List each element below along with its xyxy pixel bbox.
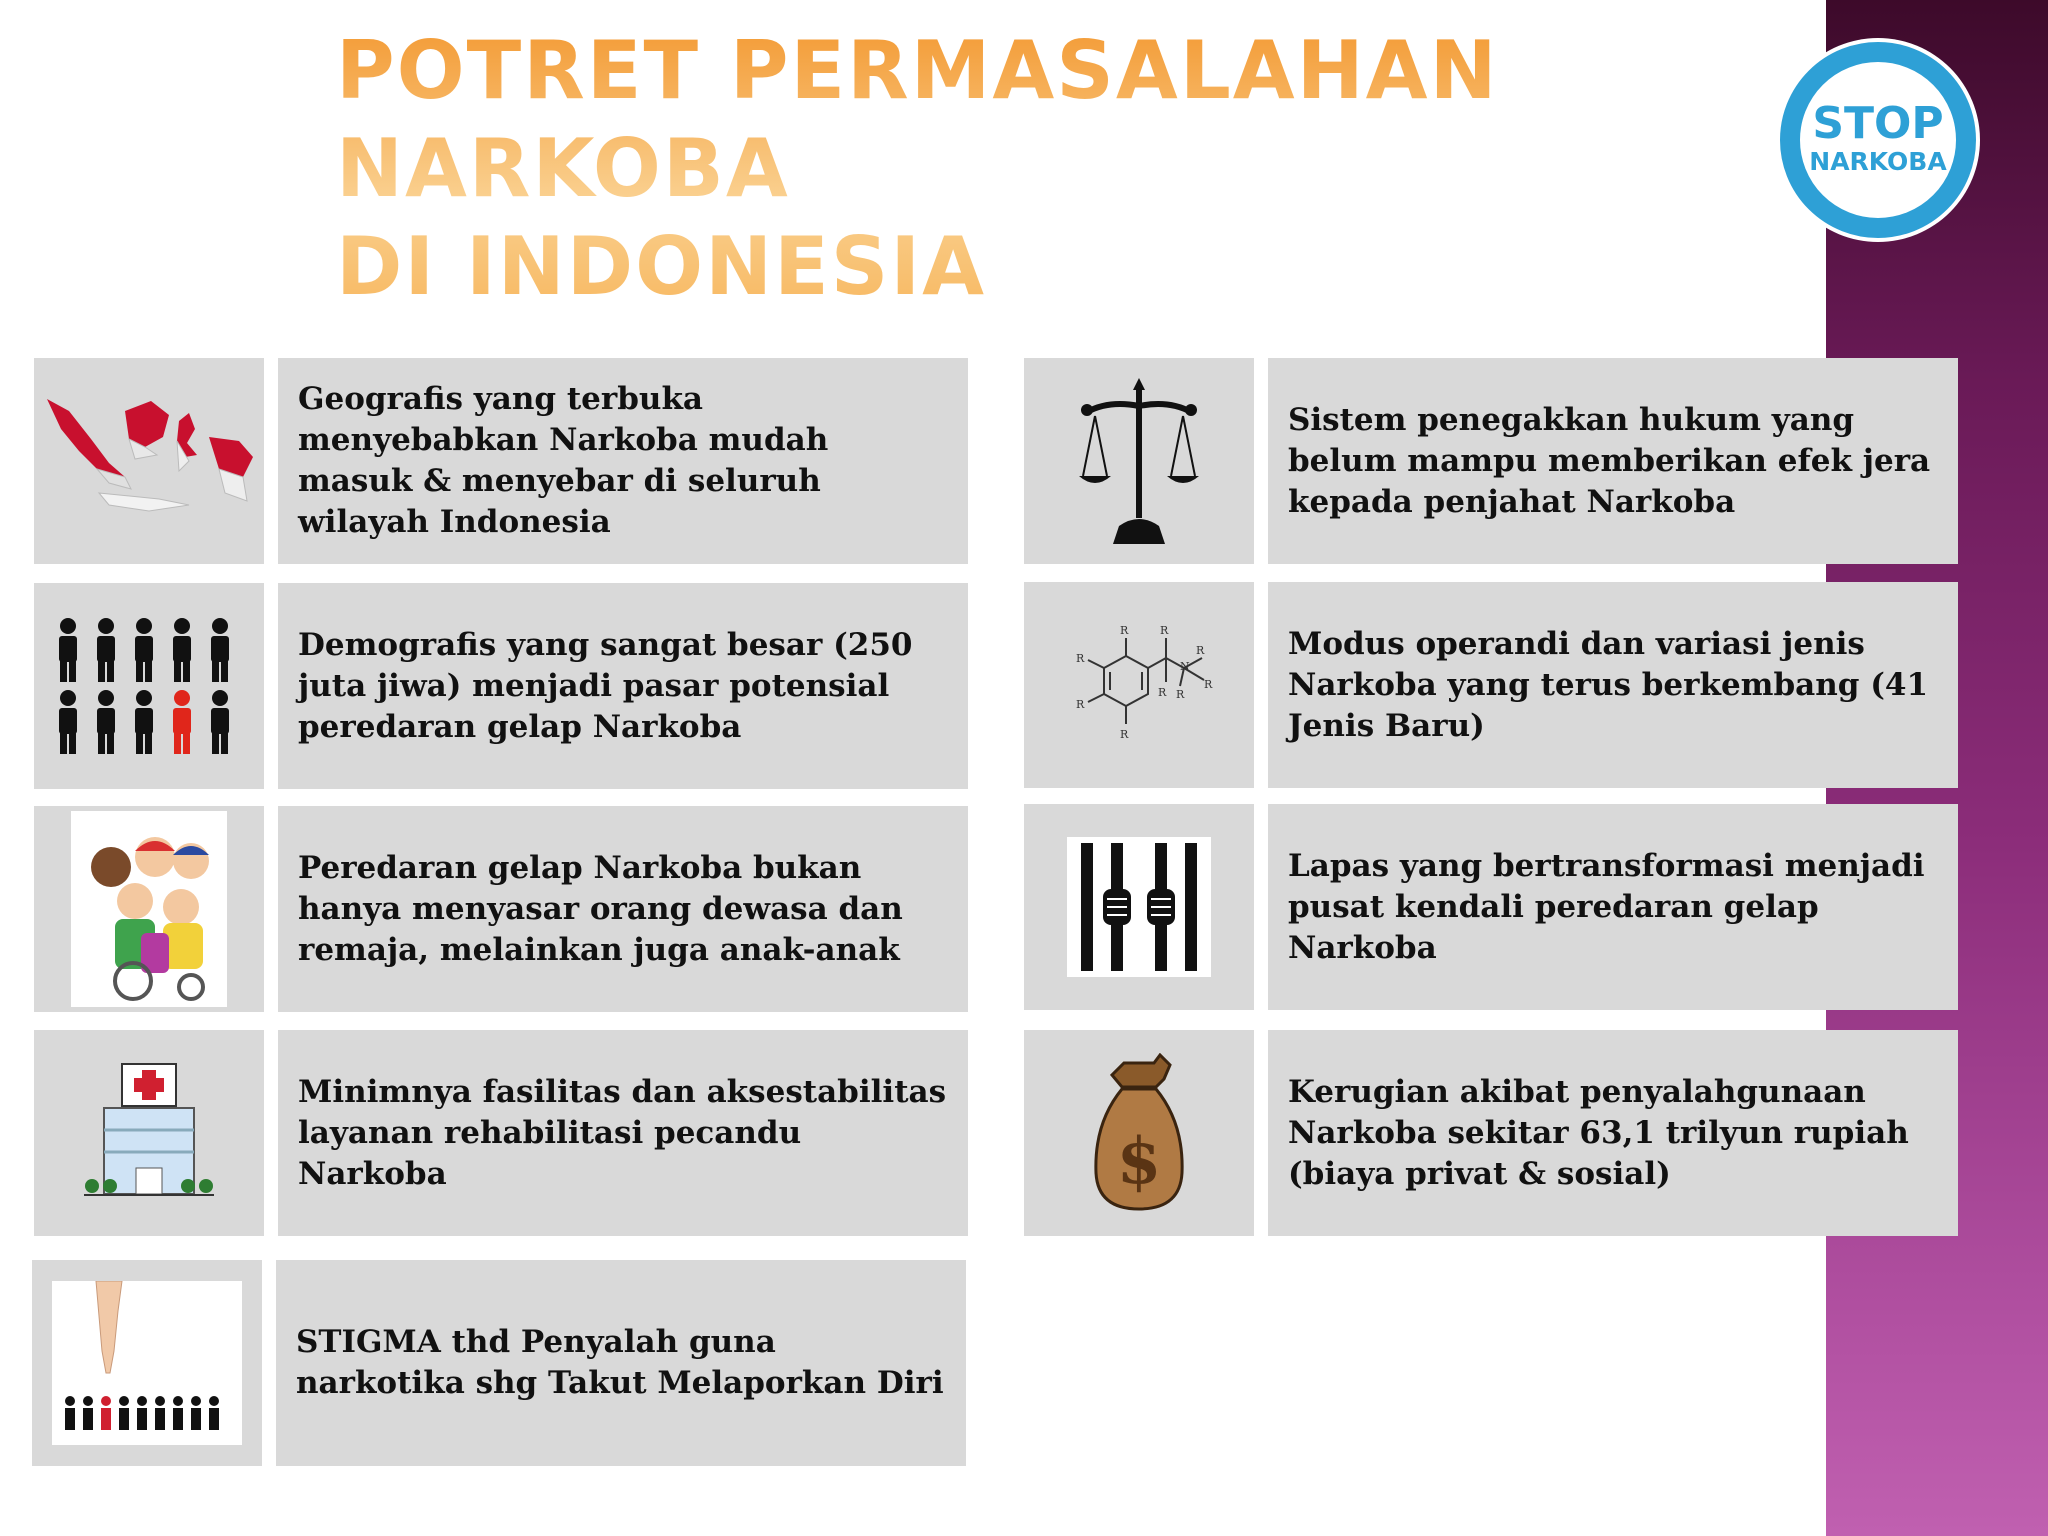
svg-text:R: R: [1158, 686, 1167, 699]
logo-narkoba-text: NARKOBA: [1809, 147, 1947, 176]
title-line-1: POTRET PERMASALAHAN: [336, 24, 1499, 117]
svg-text:R: R: [1120, 624, 1129, 637]
svg-text:N: N: [1180, 660, 1190, 673]
item-penegakan-hukum: [1024, 358, 1958, 564]
item-modus-operandi: [1024, 582, 1958, 788]
children-icon: [71, 811, 227, 1007]
population-icon: [54, 616, 244, 756]
svg-text:R: R: [1160, 624, 1169, 637]
title-line-2: NARKOBA: [336, 122, 790, 215]
page-title: [336, 22, 1536, 316]
item-text: STIGMA thd Penyalah guna narkotika shg Takut Melaporkan Diri: [296, 1324, 944, 1401]
scales-of-justice-icon: [1079, 376, 1199, 546]
svg-text:R: R: [1196, 644, 1205, 657]
svg-text:R: R: [1076, 698, 1085, 711]
svg-text:R: R: [1076, 652, 1085, 665]
svg-text:R: R: [1176, 688, 1185, 701]
item-text: Lapas yang bertransformasi menjadi pusat kendali peredaran gelap Narkoba: [1288, 847, 1925, 966]
item-text: Peredaran gelap Narkoba bukan hanya menyasar orang dewasa dan remaja, melainkan juga anak-anak: [298, 849, 903, 968]
pointing-finger-icon: [52, 1281, 242, 1445]
item-lapas: [1024, 804, 1958, 1010]
item-text: Demografis yang sangat besar (250 juta jiwa) menjadi pasar potensial peredaran gelap Narkoba: [298, 626, 913, 745]
chemical-structure-icon: [1054, 610, 1224, 760]
item-text: Minimnya fasilitas dan aksestabilitas layanan rehabilitasi pecandu Narkoba: [298, 1073, 947, 1192]
dollar-sign-glyph: $: [1116, 1124, 1162, 1199]
logo-stop-text: STOP: [1812, 98, 1944, 149]
money-bag-icon: [1094, 1053, 1184, 1213]
item-text: Geografis yang terbuka menyebabkan Narkoba mudah masuk & menyebar di seluruh wilayah Indonesia: [298, 381, 829, 540]
item-fasilitas: [34, 1030, 968, 1236]
svg-text:R: R: [1204, 678, 1213, 691]
item-geografis: [34, 358, 968, 564]
indonesia-map-icon: [39, 381, 259, 541]
title-line-3: DI INDONESIA: [336, 220, 987, 313]
svg-text:R: R: [1120, 728, 1129, 741]
prison-bars-icon: [1067, 837, 1211, 977]
item-demografis: [34, 583, 968, 789]
item-stigma: [32, 1260, 966, 1466]
item-text: Kerugian akibat penyalahgunaan Narkoba sekitar 63,1 trilyun rupiah (biaya privat & sosial): [1288, 1073, 1909, 1192]
item-peredaran-anak: [34, 806, 968, 1012]
hospital-icon: [84, 1058, 214, 1208]
item-text: Modus operandi dan variasi jenis Narkoba yang terus berkembang (41 Jenis Baru): [1288, 625, 1929, 744]
stop-narkoba-logo: [1772, 34, 1984, 246]
item-kerugian: [1024, 1030, 1958, 1236]
item-text: Sistem penegakkan hukum yang belum mampu memberikan efek jera kepada penjahat Narkoba: [1288, 401, 1931, 520]
